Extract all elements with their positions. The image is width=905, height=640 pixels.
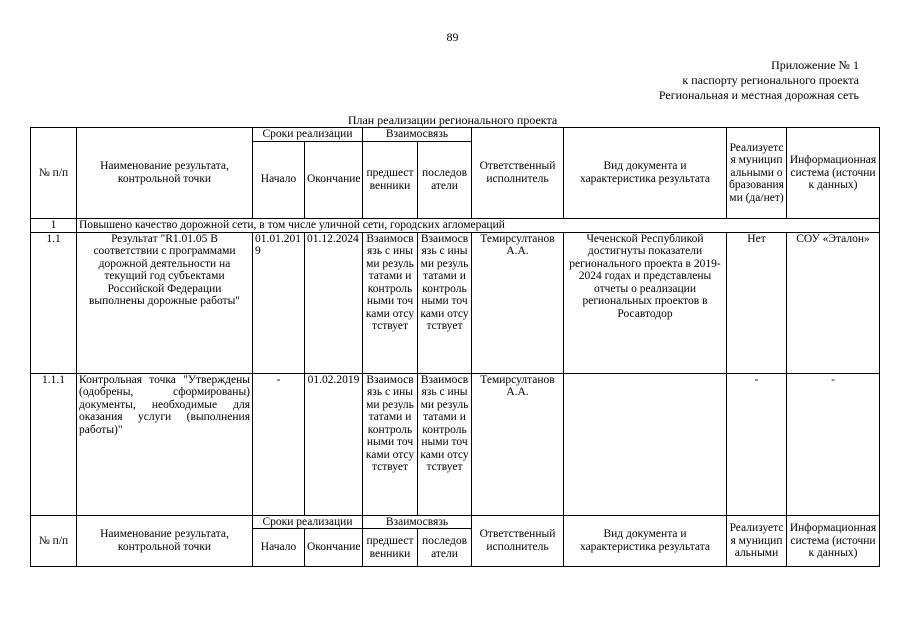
header-terms: Сроки реализации — [253, 515, 363, 529]
row-info-system: - — [787, 373, 880, 515]
section-row — [31, 218, 880, 232]
row-municipal: Нет — [727, 232, 787, 373]
section-num: 1 — [31, 218, 77, 232]
appendix-title: Приложение № 1 — [771, 58, 859, 72]
row-successors: Взаимосвязь с иными результатами и контрольными точками отсутствует — [418, 232, 472, 373]
row-name: Контрольная точка "Утверждены (одобрены, сформированы) документы, необходимые для оказания услуги (выполнения работы)" — [77, 373, 253, 515]
header-num: № п/п — [31, 515, 77, 567]
row-start: - — [253, 373, 305, 515]
row-num: 1.1 — [31, 232, 77, 373]
header-info-system: Информационная система (источник данных) — [787, 515, 880, 567]
plan-table — [30, 127, 880, 567]
header-info-system: Информационная система (источник данных) — [787, 128, 880, 219]
row-predecessors: Взаимосвязь с иными результатами и контрольными точками отсутствует — [363, 373, 418, 515]
row-document — [564, 373, 727, 515]
header-name: Наименование результата, контрольной точки — [77, 128, 253, 219]
page-number: 89 — [446, 30, 459, 44]
row-successors: Взаимосвязь с иными результатами и контрольными точками отсутствует — [418, 373, 472, 515]
appendix-project-name: Региональная и местная дорожная сеть — [658, 88, 859, 102]
header-name: Наименование результата, контрольной точки — [77, 515, 253, 567]
header-responsible: Ответственный исполнитель — [472, 128, 564, 219]
row-info-system: СОУ «Эталон» — [787, 232, 880, 373]
row-name: Результат "R1.01.05 В соответствии с программами дорожной деятельности на текущий год субъектами Российской Федерации выполнены дорожные работы" — [77, 232, 253, 373]
header-end: Окончание — [305, 529, 363, 567]
header-document: Вид документа и характеристика результата — [564, 128, 727, 219]
table-caption: План реализации регионального проекта — [347, 113, 558, 127]
section-title: Повышено качество дорожной сети, в том числе уличной сети, городских агломераций — [77, 218, 880, 232]
header-link: Взаимосвязь — [363, 515, 472, 529]
row-end: 01.02.2019 — [305, 373, 363, 515]
header-responsible: Ответственный исполнитель — [472, 515, 564, 567]
row-responsible: Темирсултанов А.А. — [472, 232, 564, 373]
header-row-repeat — [31, 515, 880, 529]
row-document: Чеченской Республикой достигнуты показатели регионального проекта в 2019-2024 годах и представлены отчеты о реализации региональных проектов в Росавтодор — [564, 232, 727, 373]
header-start: Начало — [253, 141, 305, 218]
row-num: 1.1.1 — [31, 373, 77, 515]
header-start: Начало — [253, 529, 305, 567]
row-municipal: - — [727, 373, 787, 515]
appendix-subtitle: к паспорту регионального проекта — [682, 73, 859, 87]
row-start: 01.01.2019 — [253, 232, 305, 373]
header-predecessors: предшест венники — [363, 141, 418, 218]
header-successors: последов атели — [418, 529, 472, 567]
row-end: 01.12.2024 — [305, 232, 363, 373]
table-row — [31, 232, 880, 373]
header-predecessors: предшест венники — [363, 529, 418, 567]
header-municipal: Реализуется муниципальными — [727, 515, 787, 567]
header-end: Окончание — [305, 141, 363, 218]
header-num: № п/п — [31, 128, 77, 219]
header-successors: последов атели — [418, 141, 472, 218]
row-predecessors: Взаимосвязь с иными результатами и контрольными точками отсутствует — [363, 232, 418, 373]
header-terms: Сроки реализации — [253, 128, 363, 142]
table-row — [31, 373, 880, 515]
header-link: Взаимосвязь — [363, 128, 472, 142]
row-responsible: Темирсултанов А.А. — [472, 373, 564, 515]
header-municipal: Реализуется муниципальными образованиями (да/нет) — [727, 128, 787, 219]
header-row — [31, 128, 880, 142]
header-document: Вид документа и характеристика результата — [564, 515, 727, 567]
